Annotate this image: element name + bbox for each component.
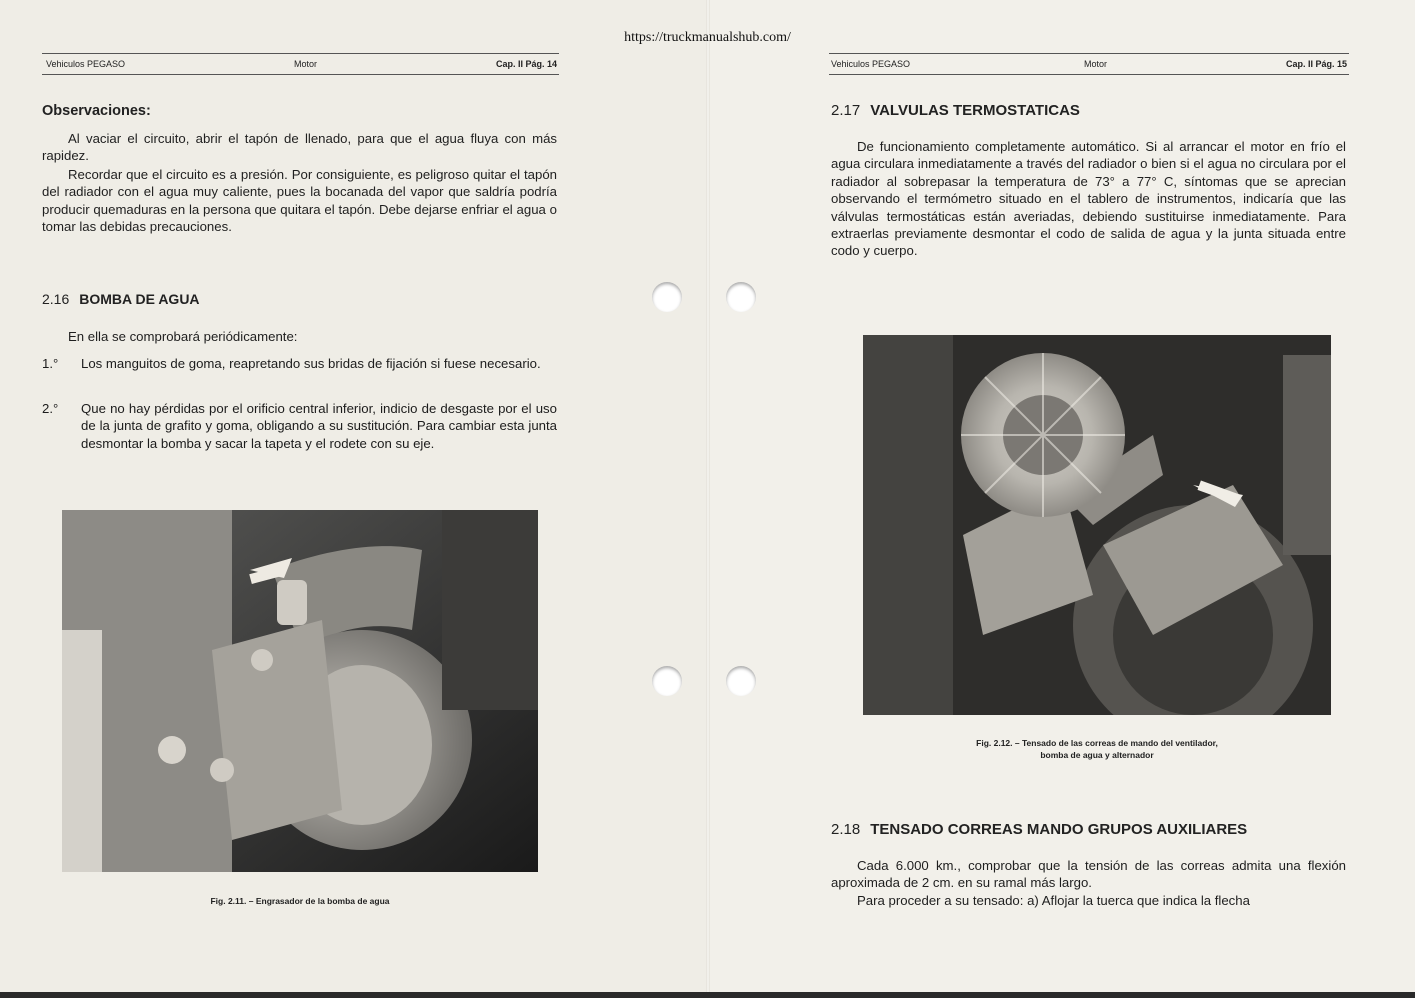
right-running-header — [829, 53, 1349, 75]
observaciones-heading: Observaciones: — [42, 103, 151, 119]
left-header-section: Motor — [294, 59, 318, 69]
section-217-paragraph: De funcionamiento completamente automático. Si al arrancar el motor en frío el agua circulara inmediatamente a través del radiador o bien si el agua no circulara por el radiador al sobrepasar la temperatura de 73° a 77° C, síntomas que se aprecian observando el termómetro situado en el tablero de instrumentos, indicaría que las válvulas termostáticas están averiadas, debiendo sustituirse inmediatamente. Para extraerlas previamente desmontar el codo de salida de agua y la junta situada entre codo y cuerpo. — [831, 139, 1346, 259]
obs-paragraph-1: Al vaciar el circuito, abrir el tapón de llenado, para que el agua fluya con más rapidez. — [42, 131, 557, 164]
section-218-paragraph-2: Para proceder a su tensado: a) Aflojar la tuerca que indica la flecha — [857, 893, 1250, 908]
section-217-title: VALVULAS TERMOSTATICAS — [870, 102, 1080, 119]
obs-paragraph-2: Recordar que el circuito es a presión. Por consiguiente, es peligroso quitar el tapón del radiador con el agua muy caliente, pues la bocanada del vapor que saldría podría producir quemaduras en la persona que quitara el tapón. Debe dejarse enfriar el agua o tomar las debidas precauciones. — [42, 167, 557, 235]
right-header-page: Cap. II Pág. 15 — [1285, 59, 1347, 69]
source-url[interactable]: https://truckmanualshub.com/ — [624, 30, 791, 45]
section-216-heading — [42, 291, 200, 307]
section-218-paragraph-1: Cada 6.000 km., comprobar que la tensión de las correas admita una flexión aproximada de 2 cm. en su ramal más largo. — [831, 858, 1346, 891]
list-item-1 — [42, 355, 557, 391]
section-216-title: BOMBA DE AGUA — [79, 291, 200, 307]
page-spine — [706, 0, 710, 998]
right-header-section: Motor — [1084, 59, 1108, 69]
binder-hole-left-bottom — [652, 666, 682, 696]
left-header-brand: Vehiculos PEGASO — [46, 59, 126, 69]
right-header-brand: Vehiculos PEGASO — [831, 59, 911, 69]
water-pump-photo — [62, 510, 538, 872]
section-216-intro: En ella se comprobará periódicamente: — [68, 329, 298, 344]
scan-bottom-edge — [0, 992, 1415, 998]
binder-hole-left-top — [652, 282, 682, 312]
list-text: Que no hay pérdidas por el orificio central inferior, indicio de desgaste por el uso de la junta de grafito y goma, obligando a su sustitución. Para cambiar esta junta desmontar la bomba y sacar la tapeta y el rodete con su eje. — [81, 401, 557, 451]
section-218-title: TENSADO CORREAS MANDO GRUPOS AUXILIARES — [870, 821, 1248, 838]
figure-2-12-caption-line-2: bomba de agua y alternador — [1040, 750, 1154, 760]
section-218-heading — [831, 821, 1247, 838]
list-marker: 1.° — [42, 356, 59, 371]
figure-2-12-caption — [863, 737, 1331, 761]
left-header-page: Cap. II Pág. 14 — [495, 59, 557, 69]
list-text: Los manguitos de goma, reapretando sus bridas de fijación si fuese necesario. — [81, 356, 541, 371]
section-217-heading — [831, 102, 1080, 119]
list-marker: 2.° — [42, 401, 59, 416]
binder-hole-right-bottom — [726, 666, 756, 696]
figure-2-11-caption: Fig. 2.11. – Engrasador de la bomba de agua — [210, 896, 390, 906]
figure-2-12-caption-line-1: Fig. 2.12. – Tensado de las correas de mando del ventilador, — [976, 738, 1218, 748]
fan-belt-photo — [863, 335, 1331, 715]
section-217-number: 2.17 — [831, 102, 861, 119]
list-item-2 — [42, 400, 557, 472]
left-running-header — [42, 53, 559, 75]
section-216-number: 2.16 — [42, 291, 70, 307]
section-218-number: 2.18 — [831, 821, 861, 838]
binder-hole-right-top — [726, 282, 756, 312]
